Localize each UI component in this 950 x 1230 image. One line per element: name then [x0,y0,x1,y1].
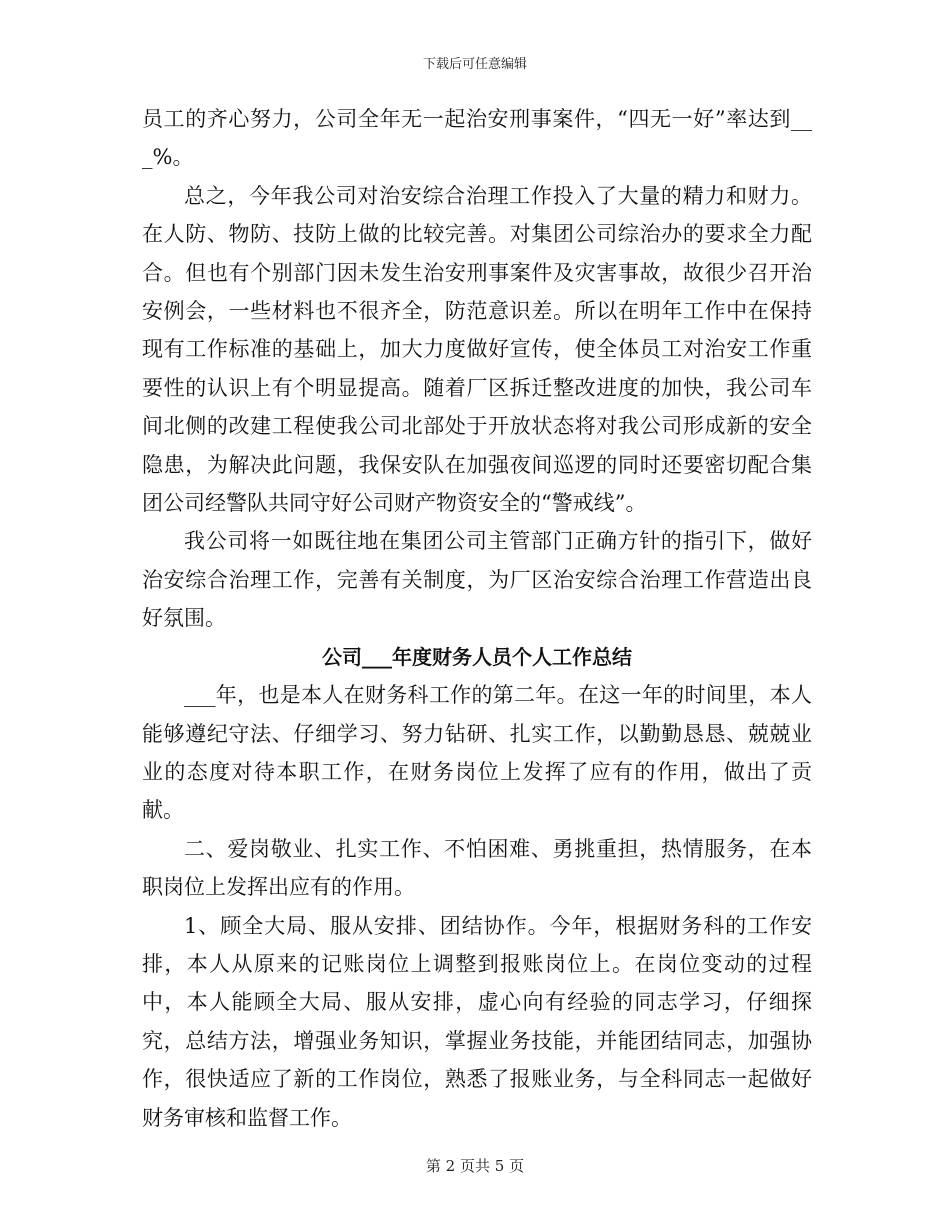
paragraph-outlook: 我公司将一如既往地在集团公司主管部门正确方针的指引下，做好治安综合治理工作，完善有关制度，为厂区治安综合治理工作营造出良好氛围。 [142,529,812,631]
page-number: 第 2 页共 5 页 [425,1157,525,1175]
section-title: 公司___年度财务人员个人工作总结 [322,644,632,669]
document-body [142,100,812,1137]
paragraph-item-one: 1、顾全大局、服从安排、团结协作。今年，根据财务科的工作安排，本人从原来的记账岗位上调整到报账岗位上。在岗位变动的过程中，本人能顾全大局、服从安排，虚心向有经验的同志学习，仔细探究，总结方法，增强业务知识，掌握业务技能，并能团结同志，加强协作，很快适应了新的工作岗位，熟悉了报账业务，与全科同志一起做好财务审核和监督工作。 [142,913,812,1130]
page-header: 下载后可任意编辑 [422,57,527,72]
paragraph-intro: ___年，也是本人在财务科工作的第二年。在这一年的时间里，本人能够遵纪守法、仔细学习、努力钻研、扎实工作，以勤勤恳恳、兢兢业业的态度对待本职工作，在财务岗位上发挥了应有的作用，做出了贡献。 [142,683,812,823]
paragraph-continuation: 员工的齐心努力，公司全年无一起治安刑事案件，“四无一好”率达到___%。 [142,107,812,170]
paragraph-summary: 总之，今年我公司对治安综合治理工作投入了大量的精力和财力。在人防、物防、技防上做的比较完善。对集团公司综治办的要求全力配合。但也有个别部门因未发生治安刑事案件及灾害事故，故很少召开治安例会，一些材料也不很齐全，防范意识差。所以在明年工作中在保持现有工作标准的基础上，加大力度做好宣传，使全体员工对治安工作重要性的认识上有个明显提高。随着厂区拆迁整改进度的加快，我公司车间北侧的改建工程使我公司北部处于开放状态将对我公司形成新的安全隐患，为解决此问题，我保安队在加强夜间巡逻的同时还要密切配合集团公司经警队共同守好公司财产物资安全的“警戒线”。 [142,183,812,516]
paragraph-section-two: 二、爱岗敬业、扎实工作、不怕困难、勇挑重担，热情服务，在本职岗位上发挥出应有的作用。 [142,836,812,900]
